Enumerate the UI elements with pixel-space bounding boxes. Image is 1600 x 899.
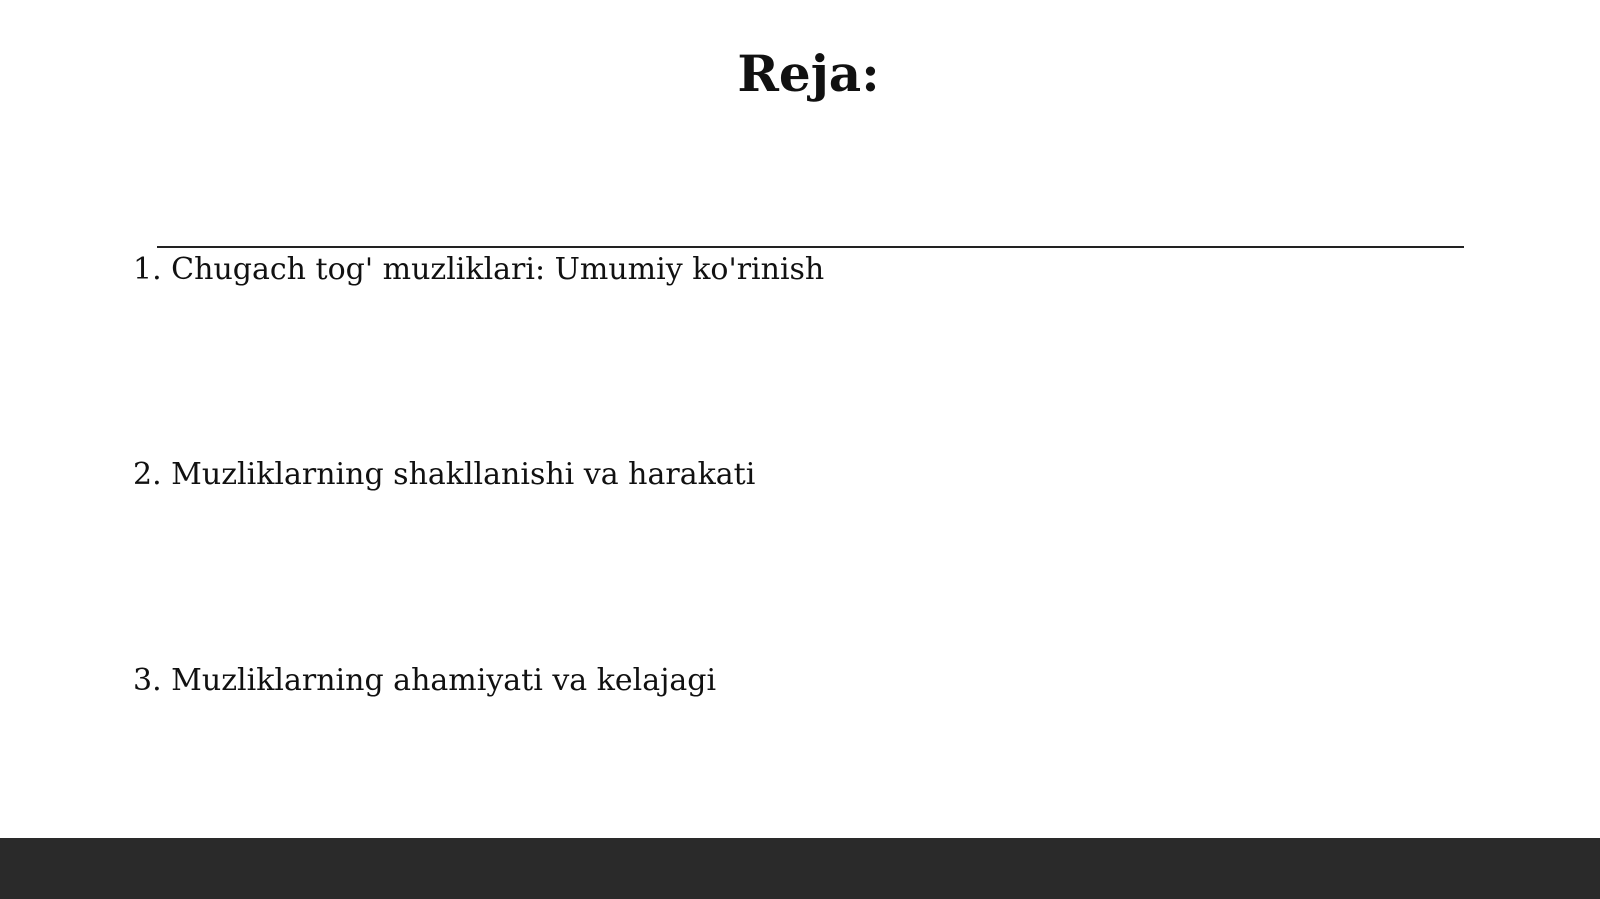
list-item-text: Muzliklarning ahamiyati va kelajagi: [171, 663, 717, 698]
footer-bar: [0, 838, 1600, 899]
divider-line: [157, 246, 1464, 248]
list-item: [133, 455, 755, 495]
list-item-number: 3.: [133, 663, 162, 698]
list-item-text: Muzliklarning shakllanishi va harakati: [171, 457, 756, 492]
list-item-number: 1.: [133, 252, 162, 287]
list-item-number: 2.: [133, 457, 162, 492]
slide-title: Reja:: [737, 44, 880, 103]
list-item: [133, 661, 716, 701]
list-item: [133, 250, 824, 290]
list-item-text: Chugach tog' muzliklari: Umumiy ko'rinish: [171, 252, 825, 287]
